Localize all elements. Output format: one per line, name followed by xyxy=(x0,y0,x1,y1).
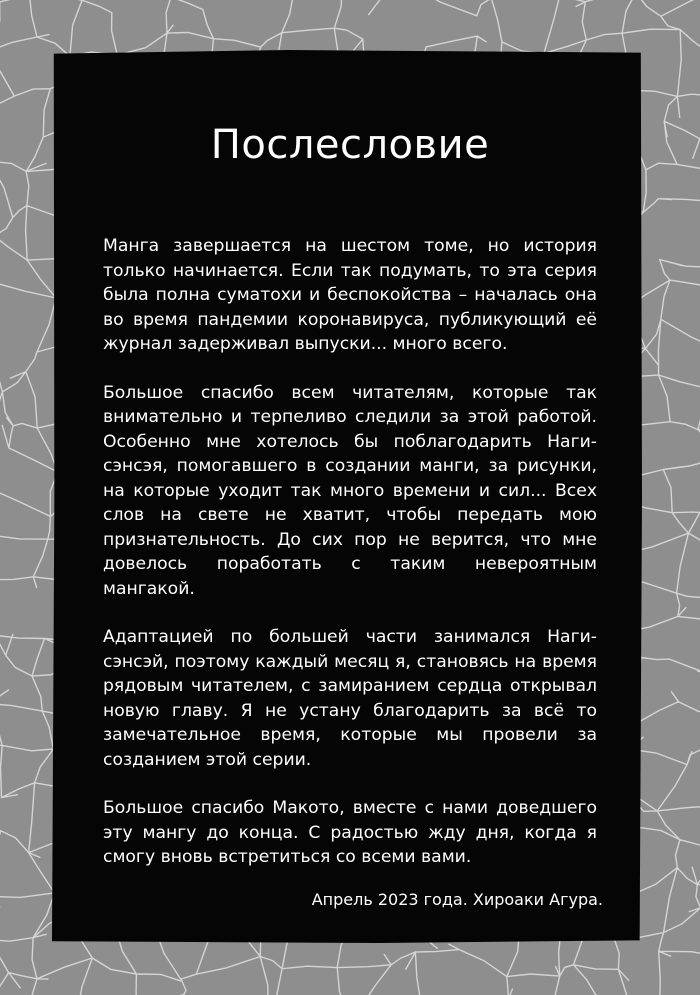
paragraph-2: Большое спасибо всем читателям, которые так внимательно и терпеливо следили за этой работой. Особенно мне хотелось бы поблагодарить Наги-сэнсэя, помогавшего в создании манги, за рисунки, на которые уходит так много времени и сил... Всех слов на свете не хватит, чтобы передать мою признательность. До сих пор не верится, что мне довелось поработать с таким невероятным мангакой. xyxy=(103,382,597,599)
paragraph-3: Адаптацией по большей части занимался Наги-сэнсэй, поэтому каждый месяц я, становясь на время рядовым читателем, с замиранием сердца открывал новую главу. Я не устану благодарить за всё то замечательное время, которые мы провели за созданием этой серии. xyxy=(103,627,597,770)
author-signature: Апрель 2023 года. Хироаки Агура. xyxy=(311,890,603,909)
afterword-body xyxy=(103,234,597,894)
paragraph-4: Большое спасибо Макото, вместе с нами доведшего эту мангу до конца. С радостью жду дня, когда я смогу вновь встретиться со всеми вами. xyxy=(103,798,597,867)
paragraph-1: Манга завершается на шестом томе, но история только начинается. Если так подумать, то эта серия была полна суматохи и беспокойства – началась она во время пандемии коронавируса, публикующий её журнал задерживал выпуски... много всего. xyxy=(103,236,597,354)
page-title: Послесловие xyxy=(210,122,490,168)
